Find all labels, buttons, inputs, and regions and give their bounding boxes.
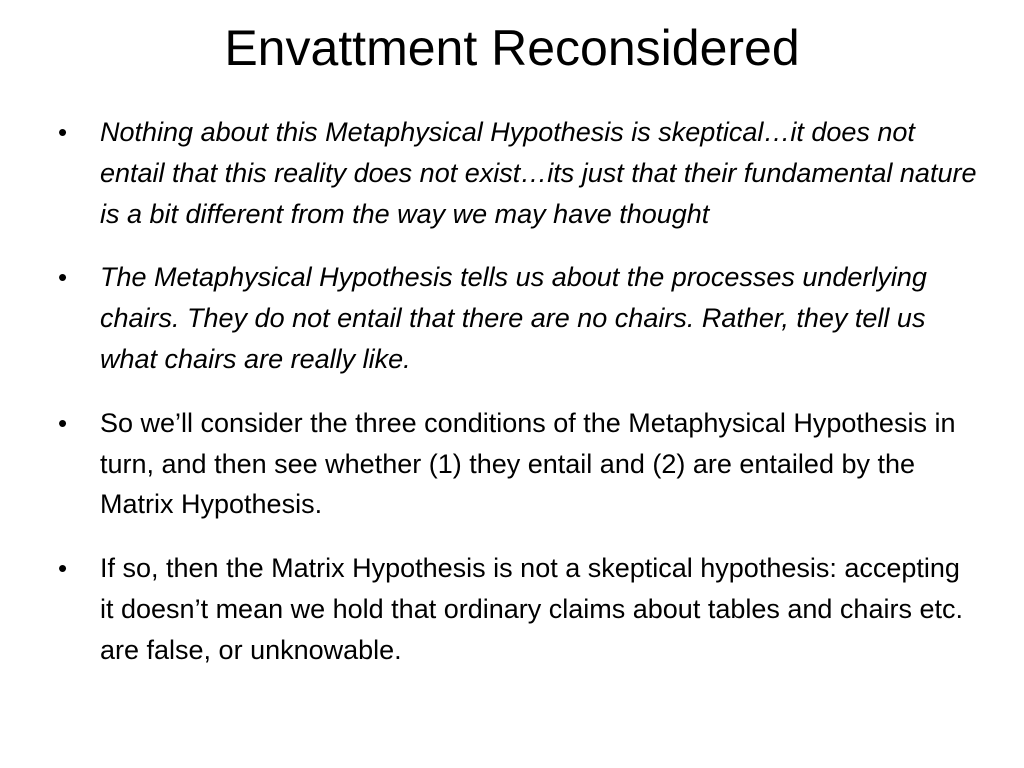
bullet-list bbox=[58, 112, 978, 694]
bullet-dot-icon: • bbox=[58, 117, 68, 147]
bullet-item-2 bbox=[58, 257, 978, 379]
bullet-item-1 bbox=[58, 112, 978, 234]
bullet-dot-icon: • bbox=[58, 553, 68, 584]
bullet-text-1: Nothing about this Metaphysical Hypothesis is skeptical…it does not entail that this reality does not exist…its just that their fundamental nature is a bit different from the way we may have thought bbox=[100, 117, 977, 229]
bullet-item-3 bbox=[58, 403, 978, 525]
bullet-text-4: If so, then the Matrix Hypothesis is not a skeptical hypothesis: accepting it doesn’t mean we hold that ordinary claims about tables and chairs etc. are false, or unknowable. bbox=[100, 553, 963, 665]
bullet-text-2: The Metaphysical Hypothesis tells us about the processes underlying chairs. They do not entail that there are no chairs. Rather, they tell us what chairs are really like. bbox=[100, 262, 927, 374]
bullet-item-4 bbox=[58, 548, 978, 670]
bullet-dot-icon: • bbox=[58, 407, 68, 438]
slide-title: Envattment Reconsidered bbox=[224, 20, 800, 76]
bullet-text-3: So we’ll consider the three conditions of the Metaphysical Hypothesis in turn, and then see whether (1) they entail and (2) are entailed by the Matrix Hypothesis. bbox=[100, 407, 956, 520]
bullet-dot-icon: • bbox=[58, 262, 68, 293]
